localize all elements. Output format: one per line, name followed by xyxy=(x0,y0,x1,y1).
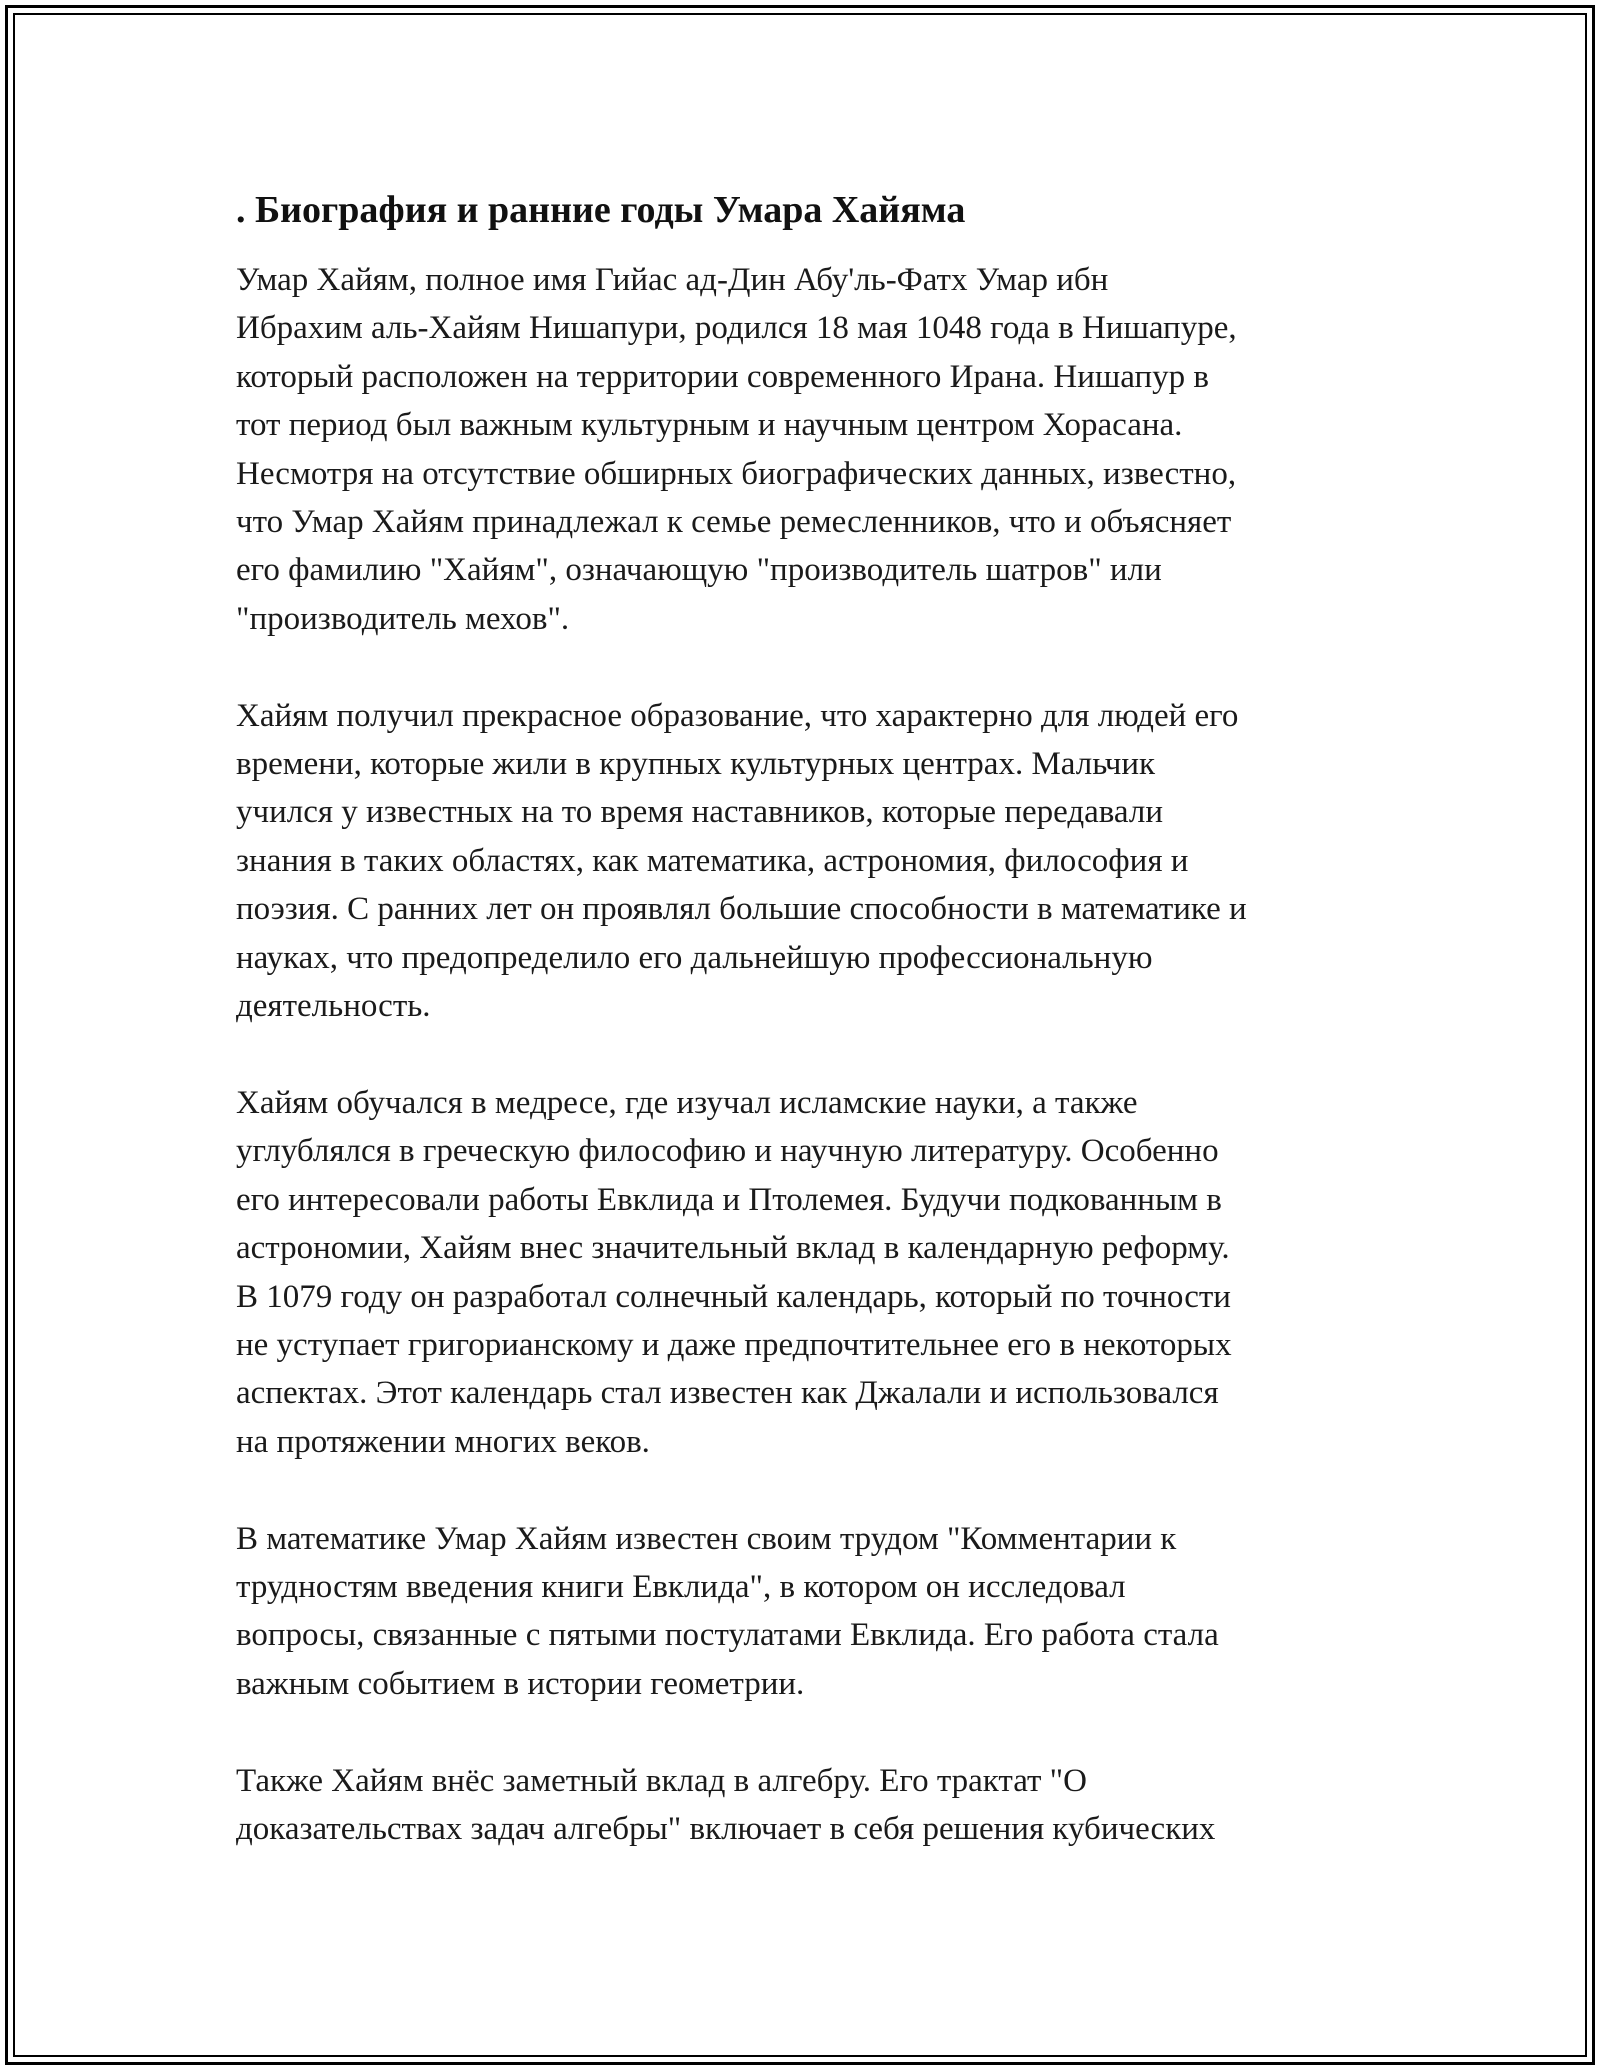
text-line: Хайям обучался в медресе, где изучал исламские науки, а также xyxy=(236,1084,1138,1121)
text-line: который расположен на территории современного Ирана. Нишапур в xyxy=(236,358,1210,395)
text-line: Также Хайям внёс заметный вклад в алгебру. Его трактат "О xyxy=(236,1762,1087,1799)
text-line: В математике Умар Хайям известен своим трудом "Комментарии к xyxy=(236,1520,1177,1557)
text-line: астрономии, Хайям внес значительный вклад в календарную реформу. xyxy=(236,1230,1230,1267)
text-line: Несмотря на отсутствие обширных биографических данных, известно, xyxy=(236,455,1237,492)
text-line: Ибрахим аль-Хайям Нишапури, родился 18 мая 1048 года в Нишапуре, xyxy=(236,310,1237,347)
text-line: знания в таких областях, как математика, астрономия, философия и xyxy=(236,842,1189,879)
paragraph-madrasa xyxy=(236,1079,1376,1466)
text-line: времени, которые жили в крупных культурных центрах. Мальчик xyxy=(236,746,1156,783)
text-line: Умар Хайям, полное имя Гийас ад-Дин Абу'ль-Фатх Умар ибн xyxy=(236,262,1109,298)
section-heading: . Биография и ранние годы Умара Хайяма xyxy=(236,189,966,231)
document-body xyxy=(236,186,1376,1853)
text-line: поэзия. С ранних лет он проявлял большие способности в математике и xyxy=(236,891,1247,928)
text-line: его фамилию "Хайям", означающую "производитель шатров" или xyxy=(236,552,1162,589)
text-line: науках, что предопределило его дальнейшую профессиональную xyxy=(236,939,1153,976)
text-line: тот период был важным культурным и научным центром Хорасана. xyxy=(236,407,1183,444)
text-line: его интересовали работы Евклида и Птолемея. Будучи подкованным в xyxy=(236,1181,1222,1218)
text-line: Хайям получил прекрасное образование, что характерно для людей его xyxy=(236,697,1239,734)
text-line: вопросы, связанные с пятыми постулатами Евклида. Его работа стала xyxy=(236,1617,1219,1654)
text-line: "производитель мехов". xyxy=(236,600,570,637)
text-line: деятельность. xyxy=(236,988,431,1025)
paragraph-education xyxy=(236,692,1376,1031)
paragraph-mathematics xyxy=(236,1515,1376,1709)
text-line: учился у известных на то время наставников, которые передавали xyxy=(236,794,1163,831)
text-line: аспектах. Этот календарь стал известен как Джалали и использовался xyxy=(236,1375,1219,1412)
text-line: что Умар Хайям принадлежал к семье ремесленников, что и объясняет xyxy=(236,504,1232,541)
text-line: трудностям введения книги Евклида", в котором он исследовал xyxy=(236,1568,1126,1605)
paragraph-biography xyxy=(236,256,1376,643)
text-line: доказательствах задач алгебры" включает в себя решения кубических xyxy=(236,1810,1216,1847)
text-line: важным событием в истории геометрии. xyxy=(236,1665,805,1702)
text-line: на протяжении многих веков. xyxy=(236,1423,650,1460)
paragraph-algebra xyxy=(236,1757,1376,1854)
text-line: углублялся в греческую философию и научную литературу. Особенно xyxy=(236,1133,1219,1170)
text-line: не уступает григорианскому и даже предпочтительнее его в некоторых xyxy=(236,1326,1232,1363)
text-line: В 1079 году он разработал солнечный календарь, который по точности xyxy=(236,1278,1231,1315)
